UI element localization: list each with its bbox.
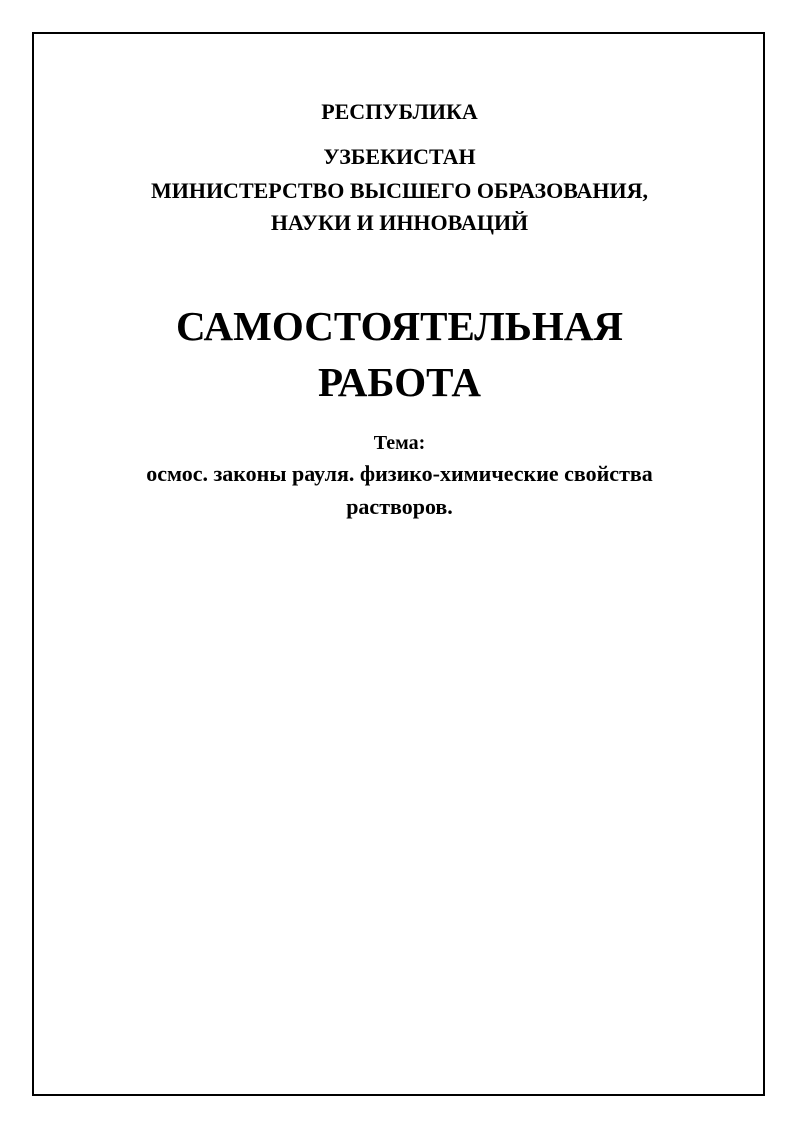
header-ministry xyxy=(34,175,765,239)
topic-line-2: растворов. xyxy=(346,494,453,519)
topic-line-1: осмос. законы рауля. физико-химические свойства xyxy=(146,461,653,486)
header-republic: РЕСПУБЛИКА xyxy=(321,99,478,124)
topic-text xyxy=(34,457,765,523)
topic-label: Тема: xyxy=(373,432,426,454)
work-title-line-1: САМОСТОЯТЕЛЬНАЯ xyxy=(175,303,624,349)
work-title xyxy=(34,298,765,410)
header-country: УЗБЕКИСТАН xyxy=(323,144,476,169)
ministry-line-1: МИНИСТЕРСТВО ВЫСШЕГО ОБРАЗОВАНИЯ, xyxy=(150,178,649,203)
ministry-line-2: НАУКИ И ИННОВАЦИЙ xyxy=(270,210,529,235)
work-title-line-2: РАБОТА xyxy=(317,359,482,405)
